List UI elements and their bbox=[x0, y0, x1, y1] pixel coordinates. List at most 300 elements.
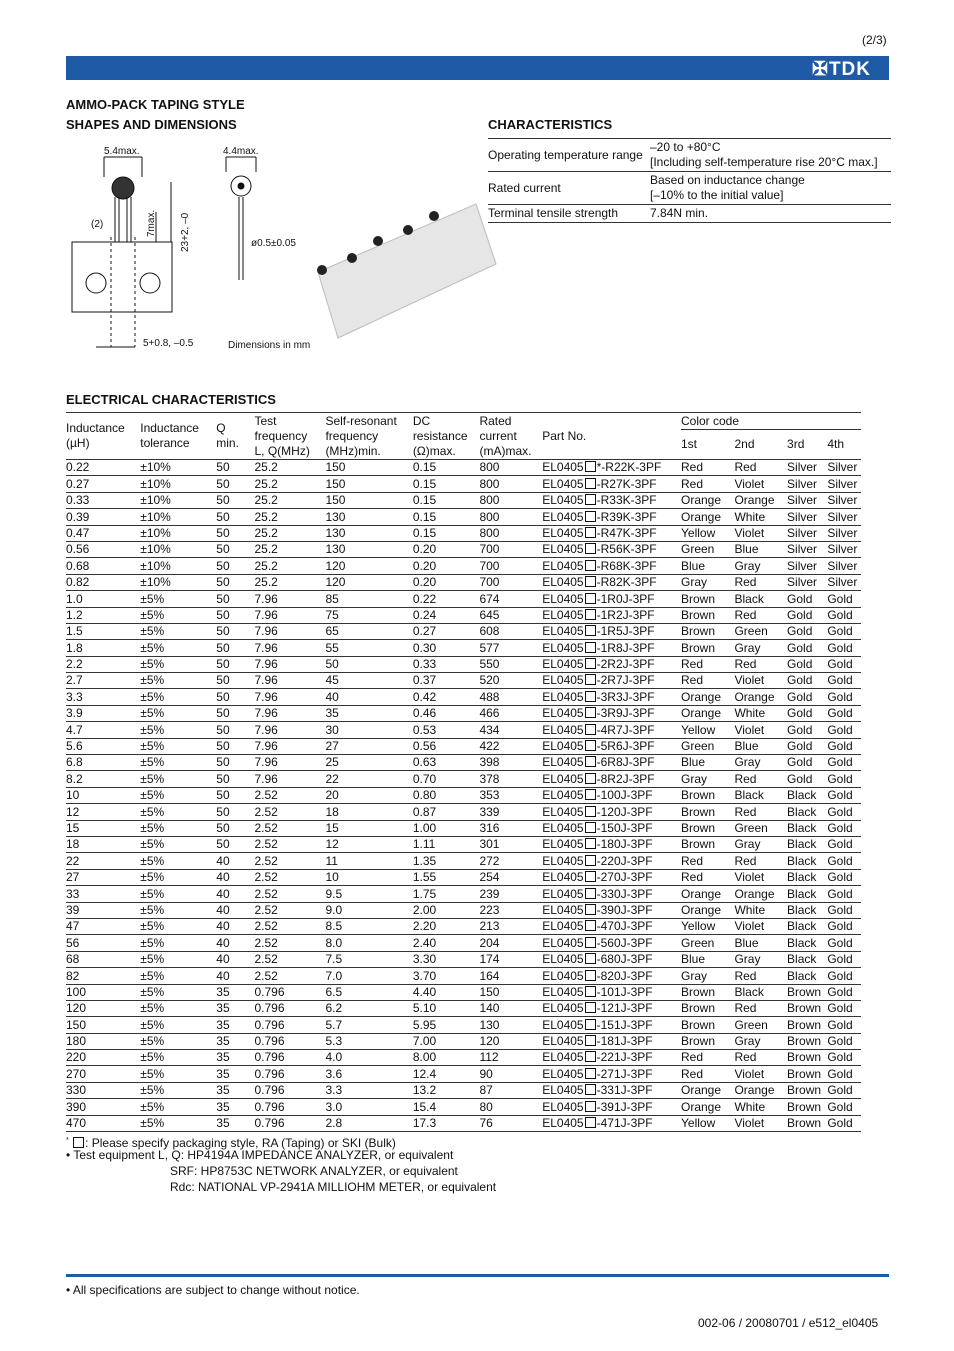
box-icon bbox=[585, 1068, 596, 1079]
box-icon bbox=[585, 1051, 596, 1062]
cell-color-2nd: Blue bbox=[734, 935, 759, 950]
table-row bbox=[66, 689, 861, 705]
cell-test-frequency: 7.96 bbox=[254, 771, 278, 786]
cell-color-3rd: Brown bbox=[787, 1083, 822, 1098]
header-rated-current: Rated current (mA)max. bbox=[479, 413, 532, 458]
cell-color-4th: Gold bbox=[827, 837, 853, 852]
box-icon bbox=[585, 888, 596, 899]
cell-dc-resistance: 0.15 bbox=[412, 525, 437, 540]
cell-color-3rd: Silver bbox=[787, 509, 818, 524]
cell-dc-resistance: 3.70 bbox=[412, 968, 437, 983]
cell-q-min: 35 bbox=[216, 1066, 230, 1081]
table-row bbox=[66, 673, 861, 689]
cell-dc-resistance: 0.33 bbox=[412, 657, 437, 672]
cell-part-no bbox=[542, 607, 681, 623]
cell-test-frequency: 25.2 bbox=[254, 542, 278, 557]
cell-part-no bbox=[542, 984, 681, 1000]
table-row bbox=[66, 623, 861, 639]
cell-color-1st: Red bbox=[681, 673, 704, 688]
part-suffix: -R82K-3PF bbox=[596, 575, 657, 590]
cell-inductance: 0.39 bbox=[66, 509, 90, 524]
cell-color-2nd: Violet bbox=[734, 525, 765, 540]
cell-color-2nd: Red bbox=[734, 853, 757, 868]
part-suffix: *-R22K-3PF bbox=[596, 460, 662, 475]
header-color-4th: 4th bbox=[827, 437, 845, 451]
cell-color-3rd: Black bbox=[787, 919, 817, 934]
cell-color-2nd: Orange bbox=[734, 689, 775, 704]
cell-color-1st: Orange bbox=[681, 509, 722, 524]
cell-dc-resistance: 0.42 bbox=[412, 689, 437, 704]
cell-color-2nd: Red bbox=[734, 771, 757, 786]
box-icon bbox=[585, 953, 596, 964]
cell-dc-resistance: 1.11 bbox=[412, 837, 436, 852]
cell-color-1st: Green bbox=[681, 739, 715, 754]
part-suffix: -2R7J-3PF bbox=[596, 673, 655, 688]
part-suffix: -121J-3PF bbox=[596, 1001, 653, 1016]
cell-tolerance: ±5% bbox=[140, 657, 165, 672]
cell-rated-current: 466 bbox=[479, 706, 500, 721]
cell-dc-resistance: 0.15 bbox=[412, 476, 437, 491]
cell-tolerance: ±5% bbox=[140, 706, 165, 721]
table-row bbox=[66, 902, 861, 918]
cell-tolerance: ±5% bbox=[140, 788, 165, 803]
cell-part-no bbox=[542, 640, 681, 656]
test-equipment-note: • Test equipment L, Q: HP4194A IMPEDANCE ANALYZER, or equivalent bbox=[66, 1148, 454, 1162]
cell-dc-resistance: 0.37 bbox=[412, 673, 437, 688]
cell-q-min: 50 bbox=[216, 525, 230, 540]
cell-color-1st: Red bbox=[681, 1050, 704, 1065]
part-prefix: EL0405 bbox=[542, 591, 584, 606]
box-icon bbox=[585, 576, 596, 587]
cell-color-4th: Gold bbox=[827, 1116, 853, 1131]
electrical-title: ELECTRICAL CHARACTERISTICS bbox=[66, 392, 276, 407]
cell-color-4th: Gold bbox=[827, 886, 853, 901]
cell-part-no bbox=[542, 951, 681, 967]
cell-srf: 35 bbox=[325, 706, 339, 721]
ammo-title: AMMO-PACK TAPING STYLE bbox=[66, 97, 245, 112]
cell-tolerance: ±5% bbox=[140, 902, 165, 917]
part-suffix: -2R2J-3PF bbox=[596, 657, 655, 672]
table-row bbox=[66, 705, 861, 721]
cell-color-1st: Brown bbox=[681, 984, 716, 999]
part-suffix: -1R5J-3PF bbox=[596, 624, 655, 639]
srf-equipment-note: SRF: HP8753C NETWORK ANALYZER, or equivalent bbox=[170, 1164, 458, 1178]
part-suffix: -4R7J-3PF bbox=[596, 722, 655, 737]
cell-dc-resistance: 0.80 bbox=[412, 788, 437, 803]
cell-inductance: 2.7 bbox=[66, 673, 83, 688]
part-suffix: -560J-3PF bbox=[596, 935, 653, 950]
cell-color-4th: Gold bbox=[827, 755, 853, 770]
cell-rated-current: 213 bbox=[479, 919, 500, 934]
cell-inductance: 100 bbox=[66, 984, 87, 999]
cell-color-1st: Orange bbox=[681, 1099, 722, 1114]
cell-rated-current: 130 bbox=[479, 1017, 500, 1032]
cell-inductance: 2.2 bbox=[66, 657, 83, 672]
cell-part-no bbox=[542, 623, 681, 639]
cell-color-2nd: White bbox=[734, 509, 766, 524]
part-suffix: -820J-3PF bbox=[596, 968, 653, 983]
cell-color-1st: Orange bbox=[681, 689, 722, 704]
cell-color-4th: Gold bbox=[827, 870, 853, 885]
cell-srf: 75 bbox=[325, 607, 339, 622]
cell-srf: 40 bbox=[325, 689, 339, 704]
cell-color-1st: Brown bbox=[681, 820, 716, 835]
cell-color-1st: Red bbox=[681, 870, 704, 885]
cell-test-frequency: 2.52 bbox=[254, 968, 278, 983]
part-suffix: -330J-3PF bbox=[596, 886, 653, 901]
cell-q-min: 35 bbox=[216, 1116, 230, 1131]
footer-note: • All specifications are subject to change without notice. bbox=[66, 1283, 360, 1297]
cell-dc-resistance: 0.15 bbox=[412, 493, 437, 508]
part-suffix: -1R2J-3PF bbox=[596, 607, 655, 622]
cell-test-frequency: 7.96 bbox=[254, 624, 278, 639]
dim-total-height: 23+2, –0 bbox=[180, 212, 191, 252]
characteristic-value bbox=[650, 205, 891, 223]
part-prefix: EL0405 bbox=[542, 575, 584, 590]
cell-test-frequency: 2.52 bbox=[254, 886, 278, 901]
table-row bbox=[66, 1033, 861, 1049]
cell-color-2nd: Red bbox=[734, 460, 757, 475]
cell-rated-current: 223 bbox=[479, 902, 500, 917]
cell-q-min: 40 bbox=[216, 952, 230, 967]
part-prefix: EL0405 bbox=[542, 853, 584, 868]
cell-dc-resistance: 17.3 bbox=[412, 1116, 437, 1131]
cell-color-2nd: Orange bbox=[734, 886, 775, 901]
cell-q-min: 40 bbox=[216, 870, 230, 885]
cell-dc-resistance: 0.15 bbox=[412, 460, 437, 475]
cell-color-3rd: Black bbox=[787, 968, 817, 983]
part-prefix: EL0405 bbox=[542, 1116, 584, 1131]
cell-inductance: 68 bbox=[66, 952, 80, 967]
cell-dc-resistance: 2.20 bbox=[412, 919, 437, 934]
cell-srf: 7.5 bbox=[325, 952, 343, 967]
cell-dc-resistance: 0.27 bbox=[412, 624, 437, 639]
dim-lead-length: (2) bbox=[91, 219, 104, 230]
cell-dc-resistance: 0.70 bbox=[412, 771, 437, 786]
cell-part-no bbox=[542, 460, 681, 476]
table-row bbox=[66, 509, 861, 525]
cell-color-4th: Gold bbox=[827, 968, 853, 983]
characteristics-title: CHARACTERISTICS bbox=[488, 117, 613, 132]
cell-color-1st: Brown bbox=[681, 837, 716, 852]
dim-pitch: 5+0.8, –0.5 bbox=[143, 338, 194, 349]
cell-color-3rd: Gold bbox=[787, 706, 813, 721]
part-suffix: -220J-3PF bbox=[596, 853, 653, 868]
cell-dc-resistance: 1.55 bbox=[412, 870, 437, 885]
characteristic-row bbox=[488, 139, 891, 172]
cell-rated-current: 339 bbox=[479, 804, 500, 819]
cell-dc-resistance: 0.46 bbox=[412, 706, 437, 721]
cell-tolerance: ±5% bbox=[140, 607, 165, 622]
cell-srf: 120 bbox=[325, 575, 346, 590]
cell-color-4th: Gold bbox=[827, 1034, 853, 1049]
cell-srf: 150 bbox=[325, 493, 346, 508]
part-suffix: -270J-3PF bbox=[596, 870, 653, 885]
cell-q-min: 35 bbox=[216, 1017, 230, 1032]
cell-test-frequency: 7.96 bbox=[254, 673, 278, 688]
cell-srf: 20 bbox=[325, 788, 339, 803]
part-suffix: -271J-3PF bbox=[596, 1066, 653, 1081]
cell-tolerance: ±5% bbox=[140, 673, 165, 688]
part-prefix: EL0405 bbox=[542, 1017, 584, 1032]
cell-test-frequency: 25.2 bbox=[254, 575, 278, 590]
cell-color-4th: Silver bbox=[827, 493, 858, 508]
cell-q-min: 50 bbox=[216, 755, 230, 770]
cell-q-min: 40 bbox=[216, 968, 230, 983]
table-row bbox=[66, 836, 861, 852]
cell-rated-current: 254 bbox=[479, 870, 500, 885]
cell-color-2nd: Blue bbox=[734, 542, 759, 557]
header-bar bbox=[66, 56, 889, 80]
cell-inductance: 0.68 bbox=[66, 558, 90, 573]
cell-rated-current: 800 bbox=[479, 493, 500, 508]
cell-color-2nd: Red bbox=[734, 1050, 757, 1065]
cell-color-1st: Brown bbox=[681, 591, 716, 606]
part-prefix: EL0405 bbox=[542, 493, 584, 508]
part-suffix: -5R6J-3PF bbox=[596, 739, 655, 754]
cell-rated-current: 140 bbox=[479, 1001, 500, 1016]
cell-q-min: 40 bbox=[216, 902, 230, 917]
cell-color-2nd: Gray bbox=[734, 640, 761, 655]
cell-color-3rd: Gold bbox=[787, 591, 813, 606]
cell-part-no bbox=[542, 1017, 681, 1033]
cell-inductance: 56 bbox=[66, 935, 80, 950]
cell-tolerance: ±5% bbox=[140, 591, 165, 606]
cell-test-frequency: 2.52 bbox=[254, 952, 278, 967]
box-icon bbox=[585, 511, 596, 522]
cell-dc-resistance: 1.00 bbox=[412, 820, 437, 835]
cell-color-4th: Gold bbox=[827, 1083, 853, 1098]
part-prefix: EL0405 bbox=[542, 1066, 584, 1081]
cell-part-no bbox=[542, 722, 681, 738]
cell-tolerance: ±10% bbox=[140, 493, 171, 508]
part-suffix: -8R2J-3PF bbox=[596, 771, 655, 786]
cell-color-1st: Green bbox=[681, 935, 715, 950]
cell-test-frequency: 0.796 bbox=[254, 1099, 285, 1114]
cell-dc-resistance: 7.00 bbox=[412, 1034, 437, 1049]
cell-q-min: 50 bbox=[216, 804, 230, 819]
cell-q-min: 50 bbox=[216, 509, 230, 524]
part-prefix: EL0405 bbox=[542, 1050, 584, 1065]
cell-color-3rd: Gold bbox=[787, 722, 813, 737]
cell-rated-current: 112 bbox=[479, 1050, 499, 1065]
table-row bbox=[66, 607, 861, 623]
cell-tolerance: ±10% bbox=[140, 460, 171, 475]
part-suffix: -391J-3PF bbox=[596, 1099, 653, 1114]
characteristic-value-line2: [Including self-temperature rise 20°C max.] bbox=[650, 155, 878, 169]
cell-inductance: 22 bbox=[66, 853, 80, 868]
table-row bbox=[66, 476, 861, 492]
cell-inductance: 1.8 bbox=[66, 640, 83, 655]
cell-q-min: 50 bbox=[216, 575, 230, 590]
cell-color-1st: Red bbox=[681, 1066, 704, 1081]
cell-color-3rd: Gold bbox=[787, 739, 813, 754]
box-icon bbox=[585, 773, 596, 784]
cell-inductance: 1.0 bbox=[66, 591, 83, 606]
table-row bbox=[66, 640, 861, 656]
cell-dc-resistance: 1.75 bbox=[412, 886, 437, 901]
cell-test-frequency: 25.2 bbox=[254, 460, 278, 475]
cell-test-frequency: 0.796 bbox=[254, 1116, 285, 1131]
cell-color-4th: Gold bbox=[827, 935, 853, 950]
cell-color-2nd: Red bbox=[734, 607, 757, 622]
cell-rated-current: 80 bbox=[479, 1099, 493, 1114]
part-prefix: EL0405 bbox=[542, 640, 584, 655]
cell-color-3rd: Gold bbox=[787, 771, 813, 786]
part-prefix: EL0405 bbox=[542, 476, 584, 491]
cell-q-min: 50 bbox=[216, 706, 230, 721]
part-prefix: EL0405 bbox=[542, 755, 584, 770]
cell-color-1st: Blue bbox=[681, 952, 706, 967]
cell-color-4th: Silver bbox=[827, 575, 858, 590]
cell-part-no bbox=[542, 591, 681, 607]
part-suffix: -150J-3PF bbox=[596, 820, 653, 835]
part-prefix: EL0405 bbox=[542, 952, 584, 967]
cell-color-4th: Gold bbox=[827, 689, 853, 704]
cell-color-4th: Gold bbox=[827, 624, 853, 639]
part-suffix: -R68K-3PF bbox=[596, 558, 657, 573]
cell-srf: 25 bbox=[325, 755, 339, 770]
cell-rated-current: 378 bbox=[479, 771, 500, 786]
cell-inductance: 390 bbox=[66, 1099, 87, 1114]
cell-inductance: 3.9 bbox=[66, 706, 83, 721]
box-icon bbox=[585, 543, 596, 554]
box-icon bbox=[585, 756, 596, 767]
cell-test-frequency: 0.796 bbox=[254, 1066, 285, 1081]
cell-color-3rd: Silver bbox=[787, 575, 818, 590]
cell-rated-current: 608 bbox=[479, 624, 500, 639]
footer-bar bbox=[66, 1274, 889, 1277]
cell-q-min: 35 bbox=[216, 1034, 230, 1049]
box-icon bbox=[585, 871, 596, 882]
box-icon bbox=[585, 593, 596, 604]
cell-tolerance: ±5% bbox=[140, 1116, 165, 1131]
part-suffix: -180J-3PF bbox=[596, 837, 653, 852]
cell-color-4th: Gold bbox=[827, 788, 853, 803]
cell-inductance: 470 bbox=[66, 1116, 87, 1131]
cell-color-4th: Gold bbox=[827, 820, 853, 835]
cell-color-4th: Silver bbox=[827, 509, 858, 524]
box-icon bbox=[585, 674, 596, 685]
cell-color-2nd: Orange bbox=[734, 493, 775, 508]
cell-color-2nd: Green bbox=[734, 624, 768, 639]
cell-test-frequency: 25.2 bbox=[254, 525, 278, 540]
cell-test-frequency: 7.96 bbox=[254, 739, 278, 754]
table-row bbox=[66, 820, 861, 836]
characteristic-row bbox=[488, 205, 891, 223]
part-prefix: EL0405 bbox=[542, 624, 584, 639]
cell-test-frequency: 2.52 bbox=[254, 837, 278, 852]
cell-color-3rd: Brown bbox=[787, 984, 822, 999]
table-row bbox=[66, 918, 861, 934]
header-dc-resistance: DC resistance (Ω)max. bbox=[412, 413, 468, 458]
shapes-title: SHAPES AND DIMENSIONS bbox=[66, 117, 237, 132]
characteristic-value bbox=[650, 172, 891, 205]
cell-color-1st: Yellow bbox=[681, 1116, 716, 1131]
part-prefix: EL0405 bbox=[542, 1083, 584, 1098]
cell-srf: 18 bbox=[325, 804, 339, 819]
cell-color-4th: Gold bbox=[827, 706, 853, 721]
cell-tolerance: ±10% bbox=[140, 509, 171, 524]
characteristic-value-line2: [–10% to the initial value] bbox=[650, 188, 784, 202]
cell-color-3rd: Black bbox=[787, 853, 817, 868]
table-row bbox=[66, 886, 861, 902]
cell-dc-resistance: 0.56 bbox=[412, 739, 437, 754]
cell-q-min: 40 bbox=[216, 886, 230, 901]
cell-q-min: 50 bbox=[216, 542, 230, 557]
cell-color-1st: Orange bbox=[681, 902, 722, 917]
rdc-equipment-note: Rdc: NATIONAL VP-2941A MILLIOHM METER, or equivalent bbox=[170, 1180, 497, 1194]
cell-tolerance: ±5% bbox=[140, 968, 165, 983]
cell-part-no bbox=[542, 1099, 681, 1115]
cell-color-1st: Orange bbox=[681, 886, 722, 901]
cell-color-2nd: Orange bbox=[734, 1083, 775, 1098]
cell-test-frequency: 7.96 bbox=[254, 591, 278, 606]
box-icon bbox=[585, 642, 596, 653]
cell-color-2nd: Green bbox=[734, 820, 768, 835]
cell-color-2nd: Violet bbox=[734, 1116, 765, 1131]
cell-color-2nd: White bbox=[734, 902, 766, 917]
cell-color-3rd: Brown bbox=[787, 1066, 822, 1081]
table-row bbox=[66, 787, 861, 803]
cell-test-frequency: 0.796 bbox=[254, 1050, 285, 1065]
table-row bbox=[66, 869, 861, 885]
cell-inductance: 47 bbox=[66, 919, 80, 934]
cell-rated-current: 700 bbox=[479, 542, 500, 557]
cell-tolerance: ±5% bbox=[140, 722, 165, 737]
box-icon bbox=[585, 970, 596, 981]
cell-part-no bbox=[542, 476, 681, 492]
cell-dc-resistance: 2.40 bbox=[412, 935, 437, 950]
cell-color-3rd: Silver bbox=[787, 525, 818, 540]
cell-q-min: 50 bbox=[216, 820, 230, 835]
cell-test-frequency: 0.796 bbox=[254, 1083, 285, 1098]
cell-color-4th: Gold bbox=[827, 591, 853, 606]
cell-color-3rd: Black bbox=[787, 886, 817, 901]
cell-part-no bbox=[542, 771, 681, 787]
cell-q-min: 50 bbox=[216, 624, 230, 639]
cell-inductance: 330 bbox=[66, 1083, 87, 1098]
cell-part-no bbox=[542, 738, 681, 754]
cell-inductance: 18 bbox=[66, 837, 80, 852]
header-color-code: Color code bbox=[681, 413, 861, 430]
cell-color-2nd: Black bbox=[734, 984, 764, 999]
cell-srf: 150 bbox=[325, 476, 346, 491]
box-icon bbox=[585, 707, 596, 718]
part-suffix: -1R8J-3PF bbox=[596, 640, 655, 655]
part-prefix: EL0405 bbox=[542, 788, 584, 803]
cell-q-min: 35 bbox=[216, 984, 230, 999]
header-color-1st: 1st bbox=[681, 437, 698, 451]
box-icon bbox=[585, 822, 596, 833]
cell-inductance: 180 bbox=[66, 1034, 87, 1049]
part-prefix: EL0405 bbox=[542, 935, 584, 950]
cell-inductance: 0.56 bbox=[66, 542, 90, 557]
cell-test-frequency: 0.796 bbox=[254, 984, 285, 999]
cell-color-3rd: Silver bbox=[787, 460, 818, 475]
cell-color-1st: Gray bbox=[681, 771, 708, 786]
part-suffix: -471J-3PF bbox=[596, 1116, 653, 1131]
dim-wire-diameter: ø0.5±0.05 bbox=[251, 238, 296, 249]
cell-color-3rd: Silver bbox=[787, 558, 818, 573]
header-test-frequency: Test frequency L, Q(MHz) bbox=[254, 413, 310, 458]
part-suffix: -181J-3PF bbox=[596, 1034, 653, 1049]
cell-inductance: 82 bbox=[66, 968, 80, 983]
part-suffix: -151J-3PF bbox=[596, 1017, 653, 1032]
tdk-logo-icon: ✠ bbox=[812, 59, 829, 80]
cell-dc-resistance: 8.00 bbox=[412, 1050, 437, 1065]
side-view bbox=[226, 157, 256, 280]
